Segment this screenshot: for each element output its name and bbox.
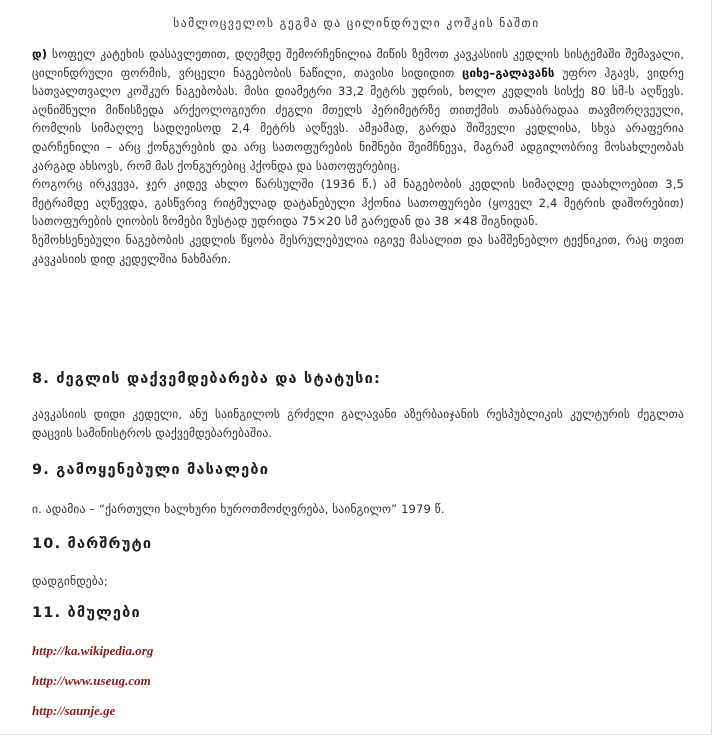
page-header: სამლოცველოს გეგმა და ცილინდრული კოშკის ნაშთი xyxy=(173,16,540,30)
link-saunje[interactable]: http://saunje.ge xyxy=(32,703,116,718)
intro-section xyxy=(32,45,684,268)
link-wikipedia[interactable]: http://ka.wikipedia.org xyxy=(32,643,154,658)
paragraph-3: ზემოხსენებული ნაგებობის კედლის წყობა შესრულებულია იგივე მასალით და სამშენებლო ტექნიკით, რაც თვით კავკასიის დიდ კედელშია ნახმარი. xyxy=(32,232,684,266)
section-9-text: ი. ადამია – “ქართული ხალხური ხუროთმოძღვრება, საინგილო” 1979 წ. xyxy=(32,502,445,516)
section-11-heading: 11. ბმულები xyxy=(32,605,141,621)
paragraph-1-text-b: უფრო ჰგავს, ვიდრე სათვალთვალო კოშკურ ნაგებობას. მისი დიამეტრი 33,2 მეტრს უდრის, ხოლო კედლის სისქე 80 სმ-ს აღწევს. აღნიშნული მიწისზედა არქეოლოგიური ძეგლი მთელს პერიმეტრზე თითქმის თანაბრადაა თავმორღვეული, რომლის სიმაღლე სადღეისოდ 2,4 მეტრს აღწევს. ამჟამად, გარდა შიშველი კედლისა, სხვა არაფერია დარჩენილი – არც ქონგურების და არც სათოფურების ნიშნები შეიმჩნევა, მაგრამ ადგილობრივ მოსახლეობას კარგად ახსოვს, რომ მას ქონგურებიც ჰქონდა და სათოფურებიც. xyxy=(32,65,684,173)
paragraph-2: როგორც ირკვევა, ჯერ კიდევ ახლო წარსულში (1936 წ.) ამ ნაგებობის კედლის სიმაღლე დაახლოებით 3,5 მეტრამდე აღწევდა, გასწვრივ რიტმულად დატანებული ჰქონია სათოფურები (ყოველ 2,4 მეტრის დაშორებით) სათოფურების ღიობის ზომები ზუსტად უდრიდა 75×20 სმ გარედან და 38 ×48 შიგნიდან. xyxy=(32,177,684,229)
item-marker: დ) xyxy=(32,47,48,61)
section-10-text: დადგინდება; xyxy=(32,574,108,588)
paragraph-1-bold: ციხე–გალავანს xyxy=(462,65,555,80)
paragraph-1-text-a: სოფელ კატეხის დასავლეთით, დღემდე შემორჩენილია მიწის ზემოთ კავკასიის კედლის სისტემაში შემავალი, ცილინდრული ფორმის, ვრცელი ნაგებობის ნაწილი, თავისი სიდიდით xyxy=(32,47,684,80)
section-9-heading: 9. გამოყენებული მასალები xyxy=(32,462,270,478)
section-10-heading: 10. მარშრუტი xyxy=(32,536,153,552)
section-8-heading: 8. ძეგლის დაქვემდებარება და სტატუსი: xyxy=(32,371,381,387)
link-useug[interactable]: http://www.useug.com xyxy=(32,673,151,688)
paragraph-1 xyxy=(32,45,684,175)
section-8-text: კავკასიის დიდი კედელი, ანუ საინგილოს გრძელი გალავანი აზერბაიჯანის რესპუბლიკის კულტურის ძეგლთა დაცვის სამინისტროს დაქვემდებარებაშია. xyxy=(32,407,684,440)
